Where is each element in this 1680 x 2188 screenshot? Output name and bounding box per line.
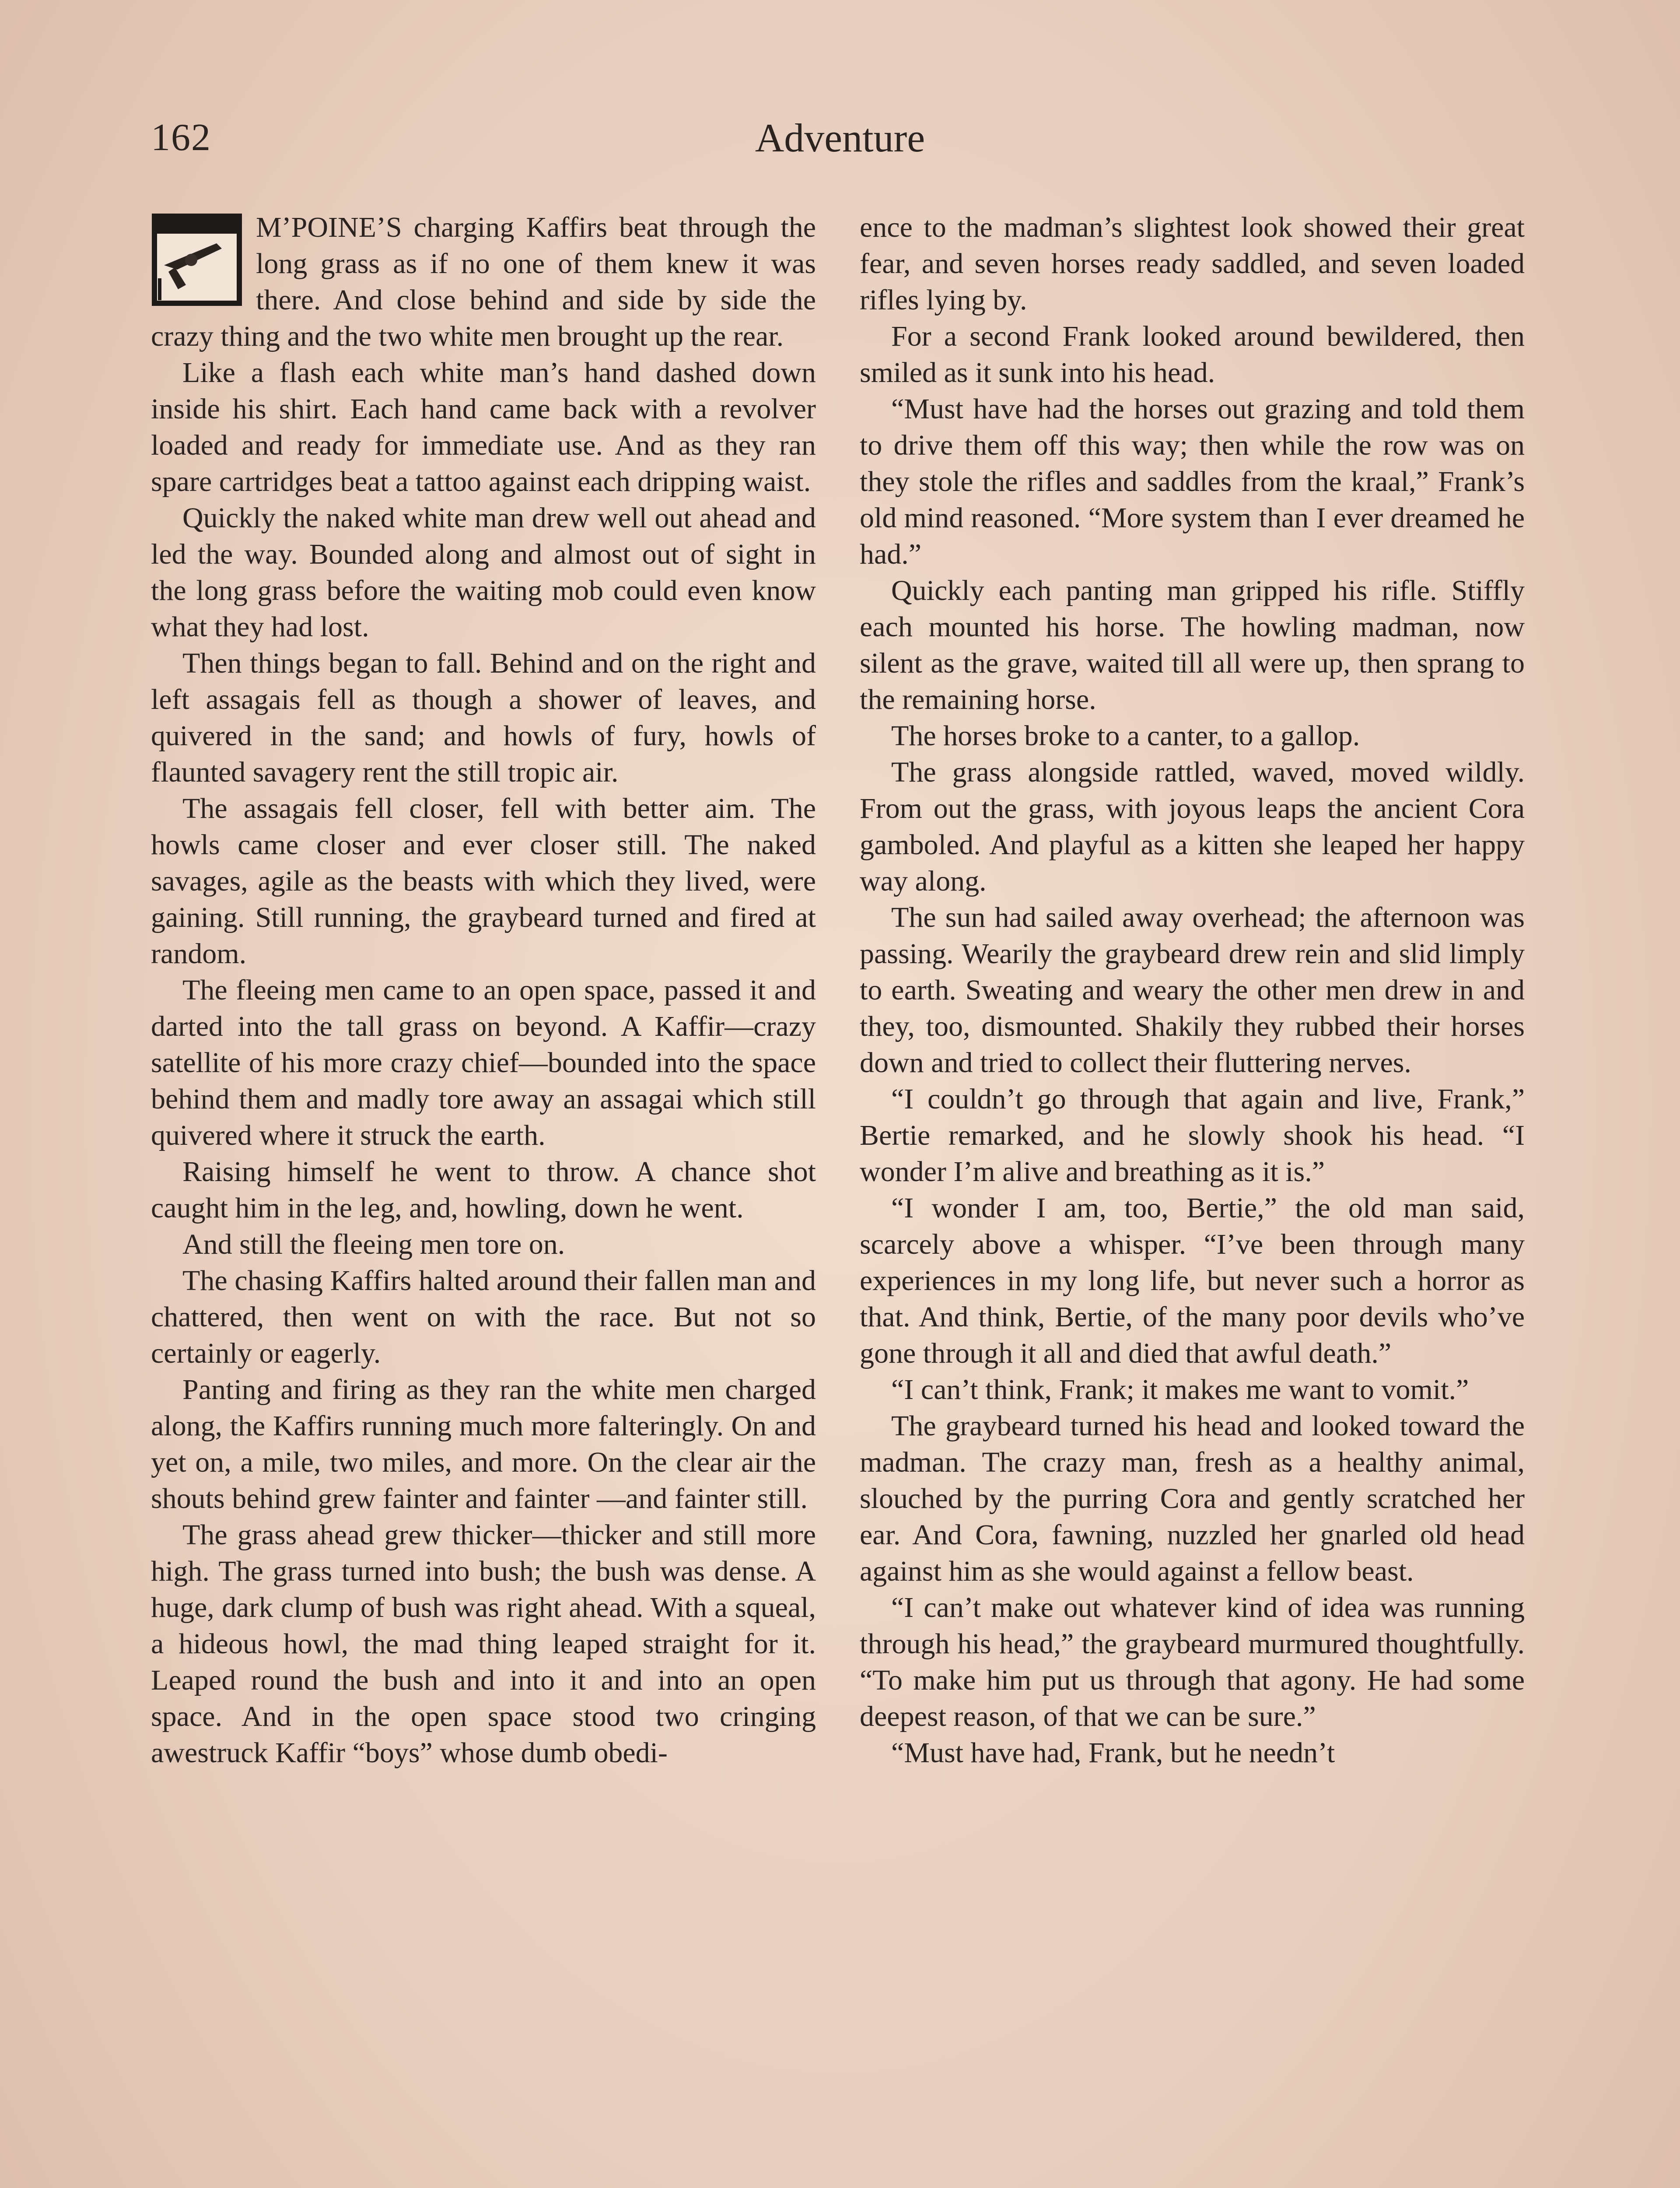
paragraph: The grass ahead grew thicker—thicker and still more high. The grass turned into bush; the bush was dense. A huge, dark clump of bush was right ahead. With a squeal, a hideous howl, the mad thing leaped straight for it. Leaped round the bush and into it and into an open space. And in the open space stood two cringing awestruck Kaffir “boys” whose dumb obedi- [151,1519,816,1769]
paragraph: “Must have had, Frank, but he needn’t [891,1737,1335,1769]
paragraph: Then things began to fall. Behind and on the right and left assagais fell as though a shower of leaves, and quivered in the sand; and howls of fury, howls of flaunted savagery rent the still tropic air. [151,647,816,788]
paragraph: The sun had sailed away overhead; the afternoon was passing. Wearily the graybeard drew rein and slid limply to earth. Sweating and weary the other men drew in and they, too, dismounted. Shakily they rubbed their horses down and tried to collect their fluttering nerves. [860,901,1525,1079]
paragraph: Panting and firing as they ran the white men charged along, the Kaffirs running much more falteringly. On and yet on, a mile, two miles, and more. On the clear air the shouts behind grew fainter and fainter —and fainter still. [151,1374,816,1515]
running-title: Adventure [755,116,925,160]
revolver-icon [151,213,243,307]
paragraph: The assagais fell closer, fell with better aim. The howls came closer and ever closer still. The naked savages, agile as the beasts with which they lived, were gaining. Still running, the graybeard turned and fired at random. [151,792,816,970]
paragraph: Like a flash each white man’s hand dashed down inside his shirt. Each hand came back with a revolver loaded and ready for immediate use. And as they ran spare cartridges beat a tattoo against each dripping waist. [151,357,816,498]
paragraph: The grass alongside rattled, waved, moved wildly. From out the grass, with joyous leaps the ancient Cora gamboled. And playful as a kitten she leaped her happy way along. [860,756,1525,897]
paragraph: ence to the madman’s slightest look showed their great fear, and seven horses ready saddled, and seven loaded rifles lying by. [860,211,1525,316]
paragraph: M’POINE’S charging Kaffirs beat through the long grass as if no one of them knew it was there. And close behind and side by side the crazy thing and the two white men brought up the rear. [151,211,816,352]
paragraph: The horses broke to a canter, to a gallop. [891,720,1360,752]
page-number: 162 [151,116,211,159]
right-column [860,209,1525,1771]
page-header [0,112,1680,164]
paragraph: “Must have had the horses out grazing and told them to drive them off this way; then while the row was on they stole the rifles and saddles from the kraal,” Frank’s old mind reasoned. “More system than I ever dreamed he had.” [860,393,1525,570]
paragraph: Quickly the naked white man drew well out ahead and led the way. Bounded along and almost out of sight in the long grass before the waiting mob could even know what they had lost. [151,502,816,643]
paragraph: “I can’t think, Frank; it makes me want to vomit.” [891,1374,1469,1406]
paragraph: The fleeing men came to an open space, passed it and darted into the tall grass on beyond. A Kaffir—crazy satellite of his more crazy chief—bounded into the space behind them and madly tore away an assagai which still quivered where it struck the earth. [151,974,816,1151]
paragraph: Quickly each panting man gripped his rifle. Stiffly each mounted his horse. The howling madman, now silent as the grave, waited till all were up, then sprang to the remaining horse. [860,575,1525,715]
paragraph: For a second Frank looked around bewildered, then smiled as it sunk into his head. [860,320,1525,389]
paragraph: “I can’t make out whatever kind of idea was running through his head,” the graybeard murmured thoughtfully. “To make him put us through that agony. He had some deepest reason, of that we can be sure.” [860,1592,1525,1732]
paragraph: And still the fleeing men tore on. [182,1228,565,1260]
paragraph: “I wonder I am, too, Bertie,” the old man said, scarcely above a whisper. “I’ve been through many experiences in my long life, but never such a horror as that. And think, Bertie, of the many poor devils who’ve gone through it all and died that awful death.” [860,1192,1525,1369]
paragraph: Raising himself he went to throw. A chance shot caught him in the leg, and, howling, down he went. [151,1156,816,1224]
paragraph: “I couldn’t go through that again and live, Frank,” Bertie remarked, and he slowly shook his head. “I wonder I’m alive and breathing as it is.” [860,1083,1525,1188]
left-column [151,209,816,1771]
paragraph: The graybeard turned his head and looked toward the madman. The crazy man, fresh as a healthy animal, slouched by the purring Cora and gently scratched her ear. And Cora, fawning, nuzzled her gnarled old head against him as she would against a fellow beast. [860,1410,1525,1587]
paragraph: The chasing Kaffirs halted around their fallen man and chattered, then went on with the race. But not so certainly or eagerly. [151,1265,816,1369]
